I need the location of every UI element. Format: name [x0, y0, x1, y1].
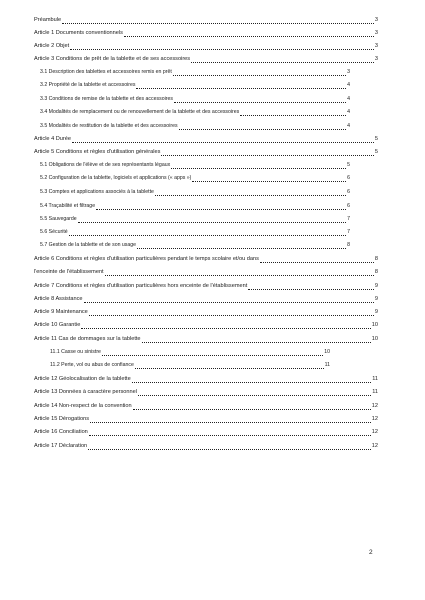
dot-leader [89, 315, 374, 316]
toc-entry [40, 82, 350, 95]
toc-entry-page: 4 [347, 109, 350, 115]
toc-entry [50, 349, 330, 362]
toc-entry-label: 5.7 Gestion de la tablette et de son usage [40, 242, 137, 248]
toc-entry-label: Article 17 Déclaration [34, 443, 88, 449]
toc-entry-label: Article 14 Non-respect de la convention [34, 403, 132, 409]
toc-entry-label: 5.4 Traçabilité et filtrage [40, 203, 96, 209]
toc-entry [40, 216, 350, 229]
toc-entry-page: 3 [374, 17, 378, 23]
toc-entry-label: Article 13 Données à caractère personnel [34, 389, 137, 395]
toc-entry-page: 10 [371, 336, 378, 342]
toc-entry [34, 136, 378, 149]
toc-entry-label: Article 3 Conditions de prêt de la tablette et de ses accessoires [34, 56, 191, 62]
dot-leader [124, 36, 374, 37]
toc-entry-page: 3 [374, 43, 378, 49]
toc-entry-page: 10 [371, 322, 378, 328]
toc-entry-page: 6 [347, 189, 350, 195]
toc-entry-page: 4 [347, 96, 350, 102]
dot-leader [173, 75, 346, 76]
dot-leader [133, 409, 371, 410]
dot-leader [179, 129, 346, 130]
toc-entry [40, 96, 350, 109]
toc-entry-page: 6 [347, 203, 350, 209]
toc-entry-page: 12 [371, 403, 378, 409]
dot-leader [248, 289, 374, 290]
toc-entry-label: 11.2 Perte, vol ou abus de confiance [50, 362, 134, 368]
toc-entry-page: 4 [347, 82, 350, 88]
toc-entry-page: 9 [374, 309, 378, 315]
dot-leader [72, 142, 374, 143]
dot-leader [171, 168, 346, 169]
toc-entry-page: 5 [347, 162, 350, 168]
toc-entry-label: 5.1 Obligations de l'élève et de ses représentants légaux [40, 162, 171, 168]
dot-leader [69, 235, 346, 236]
toc-entry [40, 189, 350, 202]
toc-entry [34, 256, 378, 269]
toc-entry-label: 3.2 Propriété de la tablette et accessoires [40, 82, 136, 88]
dot-leader [81, 328, 371, 329]
dot-leader [96, 209, 346, 210]
toc-entry-page: 8 [374, 269, 378, 275]
toc-entry [50, 362, 330, 375]
toc-entry [34, 309, 378, 322]
dot-leader [192, 181, 346, 182]
toc-entry-page: 9 [374, 296, 378, 302]
toc-entry-label: 5.5 Sauvegarde [40, 216, 77, 222]
dot-leader [136, 88, 346, 89]
toc-entry [34, 30, 378, 43]
toc-entry-page: 9 [374, 283, 378, 289]
dot-leader [138, 395, 371, 396]
toc-entry [34, 283, 378, 296]
toc-entry-page: 3 [347, 69, 350, 75]
toc-entry [34, 17, 378, 30]
toc-entry-label: Article 6 Conditions et règles d'utilisation particulières pendant le temps scolaire et/ou dans [34, 256, 259, 262]
toc-entry-label: 5.2 Configuration de la tablette, logiciels et applications (« apps ») [40, 175, 192, 181]
toc-entry-label: Article 9 Maintenance [34, 309, 88, 315]
toc-entry-page: 12 [371, 416, 378, 422]
toc-entry-label: Article 11 Cas de dommages sur la tablette [34, 336, 141, 342]
dot-leader [89, 435, 371, 436]
toc-entry [40, 162, 350, 175]
toc-entry-page: 7 [347, 229, 350, 235]
toc-entry-label: Article 5 Conditions et règles d'utilisation générales [34, 149, 161, 155]
toc-entry-label: Article 1 Documents conventionnels [34, 30, 123, 36]
dot-leader [105, 275, 374, 276]
toc-entry [40, 229, 350, 242]
toc-entry [34, 296, 378, 309]
toc-entry [34, 403, 378, 416]
toc-entry [40, 175, 350, 188]
dot-leader [62, 23, 374, 24]
dot-leader [88, 449, 371, 450]
toc-entry-page: 6 [347, 175, 350, 181]
toc-entry-page: 11 [372, 389, 378, 395]
toc-entry [40, 242, 350, 255]
toc-entry-label: 5.3 Comptes et applications associés à la tablette [40, 189, 154, 195]
toc-entry-page: 10 [324, 349, 330, 355]
toc-entry-label: Article 4 Durée [34, 136, 71, 142]
toc-entry [34, 43, 378, 56]
toc-entry-page: 8 [347, 242, 350, 248]
dot-leader [155, 195, 346, 196]
toc-entry [34, 322, 378, 335]
toc-entry [34, 376, 378, 389]
toc-entry-label: 3.4 Modalités de remplacement ou de renouvellement de la tablette et des accessoires [40, 109, 240, 115]
toc-entry-page: 7 [347, 216, 350, 222]
toc-entry-page: 12 [371, 443, 378, 449]
toc-entry-page: 5 [374, 136, 378, 142]
toc-entry-label: Article 15 Dérogations [34, 416, 90, 422]
toc-entry-page: 5 [374, 149, 378, 155]
toc-entry-label: Article 10 Garantie [34, 322, 81, 328]
dot-leader [132, 382, 371, 383]
toc-entry-label: Article 8 Assistance [34, 296, 83, 302]
toc-entry-page: 3 [374, 30, 378, 36]
toc-entry [34, 269, 378, 282]
dot-leader [90, 422, 371, 423]
toc-entry-page: 11 [372, 376, 378, 382]
dot-leader [240, 115, 346, 116]
toc-entry [34, 149, 378, 162]
toc-entry-label: 5.6 Sécurité [40, 229, 68, 235]
toc-entry-page: 4 [347, 123, 350, 129]
toc-entry [40, 109, 350, 122]
toc-entry [34, 443, 378, 456]
toc-entry [34, 336, 378, 349]
toc-entry-label: Article 12 Géolocalisation de la tablette [34, 376, 131, 382]
toc-entry [40, 69, 350, 82]
dot-leader [191, 62, 374, 63]
toc-entry-label: 11.1 Casse ou sinistre [50, 349, 101, 355]
toc-entry-page: 3 [374, 56, 378, 62]
dot-leader [161, 155, 374, 156]
toc-entry-label: 3.5 Modalités de restitution de la tablette et des accessoires [40, 123, 178, 129]
toc-entry-page: 8 [374, 256, 378, 262]
toc-entry [40, 203, 350, 216]
dot-leader [260, 262, 374, 263]
dot-leader [174, 102, 346, 103]
toc-entry [34, 56, 378, 69]
dot-leader [135, 368, 324, 369]
toc-entry-label: 3.3 Conditions de remise de la tablette et des accessoires [40, 96, 173, 102]
toc-entry-label: 3.1 Description des tablettes et accessoires remis en prêt [40, 69, 172, 75]
dot-leader [102, 355, 323, 356]
dot-leader [84, 302, 374, 303]
toc-entry [34, 429, 378, 442]
toc-entry-label: Préambule [34, 17, 62, 23]
toc-entry [34, 416, 378, 429]
dot-leader [137, 248, 346, 249]
toc-entry-page: 11 [324, 362, 330, 368]
toc-entry-label: Article 16 Conciliation [34, 429, 88, 435]
dot-leader [78, 222, 346, 223]
toc-entry-page: 12 [371, 429, 378, 435]
toc-entry [34, 389, 378, 402]
toc-entry-label: Article 2 Objet [34, 43, 70, 49]
toc-entry-label: l'enceinte de l'établissement [34, 269, 104, 275]
dot-leader [142, 342, 371, 343]
page-number: 2 [369, 549, 373, 556]
toc-entry [40, 123, 350, 136]
dot-leader [70, 49, 374, 50]
toc-entry-label: Article 7 Conditions et règles d'utilisation particulières hors enceinte de l'établissement [34, 283, 248, 289]
